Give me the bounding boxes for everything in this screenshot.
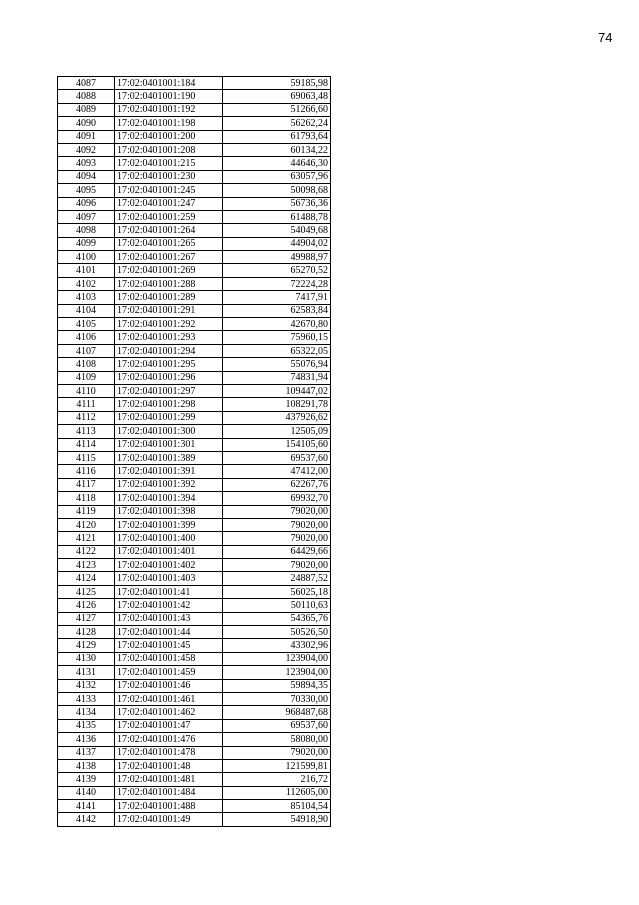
value-cell: 79020,00 (223, 532, 331, 545)
cadastral-number-cell: 17:02:0401001:301 (115, 438, 223, 451)
cadastral-number-cell: 17:02:0401001:49 (115, 813, 223, 826)
value-cell: 65322,05 (223, 344, 331, 357)
row-number-cell: 4130 (58, 652, 115, 665)
cadastral-number-cell: 17:02:0401001:259 (115, 210, 223, 223)
value-cell: 154105,60 (223, 438, 331, 451)
cadastral-number-cell: 17:02:0401001:43 (115, 612, 223, 625)
value-cell: 56025,18 (223, 585, 331, 598)
cadastral-number-cell: 17:02:0401001:245 (115, 184, 223, 197)
table-row (58, 130, 331, 143)
row-number-cell: 4099 (58, 237, 115, 250)
table-row (58, 706, 331, 719)
row-number-cell: 4110 (58, 384, 115, 397)
table-row (58, 679, 331, 692)
row-number-cell: 4129 (58, 639, 115, 652)
table-row (58, 478, 331, 491)
row-number-cell: 4140 (58, 786, 115, 799)
cadastral-number-cell: 17:02:0401001:192 (115, 103, 223, 116)
row-number-cell: 4111 (58, 398, 115, 411)
table-row (58, 813, 331, 826)
table-row (58, 143, 331, 156)
row-number-cell: 4120 (58, 518, 115, 531)
row-number-cell: 4122 (58, 545, 115, 558)
table-row (58, 264, 331, 277)
value-cell: 62583,84 (223, 304, 331, 317)
row-number-cell: 4131 (58, 666, 115, 679)
table-row (58, 505, 331, 518)
row-number-cell: 4125 (58, 585, 115, 598)
table-row (58, 773, 331, 786)
table-row (58, 371, 331, 384)
row-number-cell: 4127 (58, 612, 115, 625)
row-number-cell: 4142 (58, 813, 115, 826)
cadastral-number-cell: 17:02:0401001:401 (115, 545, 223, 558)
table-row (58, 652, 331, 665)
table-row (58, 733, 331, 746)
value-cell: 50526,50 (223, 626, 331, 639)
table-row (58, 197, 331, 210)
cadastral-number-cell: 17:02:0401001:269 (115, 264, 223, 277)
row-number-cell: 4108 (58, 358, 115, 371)
table-row (58, 465, 331, 478)
value-cell: 63057,96 (223, 170, 331, 183)
row-number-cell: 4112 (58, 411, 115, 424)
row-number-cell: 4093 (58, 157, 115, 170)
value-cell: 112605,00 (223, 786, 331, 799)
cadastral-number-cell: 17:02:0401001:461 (115, 692, 223, 705)
row-number-cell: 4141 (58, 800, 115, 813)
cadastral-number-cell: 17:02:0401001:215 (115, 157, 223, 170)
table-row (58, 666, 331, 679)
value-cell: 43302,96 (223, 639, 331, 652)
row-number-cell: 4126 (58, 599, 115, 612)
table-row (58, 358, 331, 371)
cadastral-number-cell: 17:02:0401001:458 (115, 652, 223, 665)
table-row (58, 344, 331, 357)
row-number-cell: 4133 (58, 692, 115, 705)
row-number-cell: 4114 (58, 438, 115, 451)
table-row (58, 492, 331, 505)
value-cell: 69063,48 (223, 90, 331, 103)
table-row (58, 237, 331, 250)
table-row (58, 545, 331, 558)
row-number-cell: 4089 (58, 103, 115, 116)
table-row (58, 599, 331, 612)
value-cell: 79020,00 (223, 559, 331, 572)
row-number-cell: 4137 (58, 746, 115, 759)
value-cell: 50098,68 (223, 184, 331, 197)
table-row (58, 585, 331, 598)
table-row (58, 572, 331, 585)
value-cell: 61488,78 (223, 210, 331, 223)
value-cell: 61793,64 (223, 130, 331, 143)
value-cell: 62267,76 (223, 478, 331, 491)
value-cell: 968487,68 (223, 706, 331, 719)
row-number-cell: 4097 (58, 210, 115, 223)
cadastral-number-cell: 17:02:0401001:48 (115, 759, 223, 772)
row-number-cell: 4102 (58, 277, 115, 290)
table-row (58, 518, 331, 531)
table-row (58, 157, 331, 170)
cadastral-number-cell: 17:02:0401001:484 (115, 786, 223, 799)
cadastral-number-cell: 17:02:0401001:44 (115, 626, 223, 639)
value-cell: 79020,00 (223, 518, 331, 531)
table-row (58, 639, 331, 652)
row-number-cell: 4113 (58, 425, 115, 438)
value-cell: 108291,78 (223, 398, 331, 411)
table-body (58, 77, 331, 827)
cadastral-number-cell: 17:02:0401001:45 (115, 639, 223, 652)
cadastral-number-cell: 17:02:0401001:394 (115, 492, 223, 505)
cadastral-number-cell: 17:02:0401001:403 (115, 572, 223, 585)
cadastral-number-cell: 17:02:0401001:294 (115, 344, 223, 357)
value-cell: 72224,28 (223, 277, 331, 290)
table-row (58, 451, 331, 464)
cadastral-number-cell: 17:02:0401001:198 (115, 117, 223, 130)
value-cell: 50110,63 (223, 599, 331, 612)
row-number-cell: 4105 (58, 318, 115, 331)
row-number-cell: 4104 (58, 304, 115, 317)
table-row (58, 90, 331, 103)
cadastral-number-cell: 17:02:0401001:297 (115, 384, 223, 397)
cadastral-number-cell: 17:02:0401001:47 (115, 719, 223, 732)
cadastral-number-cell: 17:02:0401001:481 (115, 773, 223, 786)
row-number-cell: 4100 (58, 251, 115, 264)
value-cell: 56736,36 (223, 197, 331, 210)
cadastral-number-cell: 17:02:0401001:247 (115, 197, 223, 210)
cadastral-number-cell: 17:02:0401001:190 (115, 90, 223, 103)
row-number-cell: 4106 (58, 331, 115, 344)
cadastral-number-cell: 17:02:0401001:299 (115, 411, 223, 424)
row-number-cell: 4134 (58, 706, 115, 719)
row-number-cell: 4091 (58, 130, 115, 143)
cadastral-number-cell: 17:02:0401001:295 (115, 358, 223, 371)
table-row (58, 277, 331, 290)
cadastral-number-cell: 17:02:0401001:264 (115, 224, 223, 237)
cadastral-number-cell: 17:02:0401001:293 (115, 331, 223, 344)
table-row (58, 559, 331, 572)
value-cell: 12505,09 (223, 425, 331, 438)
table-row (58, 532, 331, 545)
row-number-cell: 4139 (58, 773, 115, 786)
value-cell: 69537,60 (223, 719, 331, 732)
value-cell: 54918,90 (223, 813, 331, 826)
cadastral-number-cell: 17:02:0401001:184 (115, 77, 223, 90)
value-cell: 54365,76 (223, 612, 331, 625)
table-row (58, 411, 331, 424)
cadastral-number-cell: 17:02:0401001:488 (115, 800, 223, 813)
table-row (58, 759, 331, 772)
value-cell: 69537,60 (223, 451, 331, 464)
cadastral-number-cell: 17:02:0401001:392 (115, 478, 223, 491)
value-cell: 69932,70 (223, 492, 331, 505)
row-number-cell: 4101 (58, 264, 115, 277)
row-number-cell: 4094 (58, 170, 115, 183)
row-number-cell: 4135 (58, 719, 115, 732)
row-number-cell: 4103 (58, 291, 115, 304)
table-row (58, 692, 331, 705)
table-row (58, 398, 331, 411)
page-number: 74 (598, 30, 613, 45)
row-number-cell: 4088 (58, 90, 115, 103)
cadastral-number-cell: 17:02:0401001:459 (115, 666, 223, 679)
cadastral-number-cell: 17:02:0401001:291 (115, 304, 223, 317)
table-row (58, 612, 331, 625)
value-cell: 49988,97 (223, 251, 331, 264)
value-cell: 109447,02 (223, 384, 331, 397)
cadastral-number-cell: 17:02:0401001:399 (115, 518, 223, 531)
value-cell: 59185,98 (223, 77, 331, 90)
row-number-cell: 4118 (58, 492, 115, 505)
table-row (58, 786, 331, 799)
cadastral-number-cell: 17:02:0401001:391 (115, 465, 223, 478)
cadastral-number-cell: 17:02:0401001:298 (115, 398, 223, 411)
value-cell: 7417,91 (223, 291, 331, 304)
value-cell: 54049,68 (223, 224, 331, 237)
value-cell: 79020,00 (223, 505, 331, 518)
value-cell: 42670,80 (223, 318, 331, 331)
value-cell: 74831,94 (223, 371, 331, 384)
row-number-cell: 4087 (58, 77, 115, 90)
row-number-cell: 4136 (58, 733, 115, 746)
value-cell: 24887,52 (223, 572, 331, 585)
table-row (58, 117, 331, 130)
row-number-cell: 4124 (58, 572, 115, 585)
row-number-cell: 4090 (58, 117, 115, 130)
cadastral-number-cell: 17:02:0401001:402 (115, 559, 223, 572)
row-number-cell: 4117 (58, 478, 115, 491)
row-number-cell: 4095 (58, 184, 115, 197)
value-cell: 55076,94 (223, 358, 331, 371)
table-row (58, 291, 331, 304)
cadastral-number-cell: 17:02:0401001:289 (115, 291, 223, 304)
row-number-cell: 4132 (58, 679, 115, 692)
value-cell: 123904,00 (223, 652, 331, 665)
row-number-cell: 4096 (58, 197, 115, 210)
value-cell: 75960,15 (223, 331, 331, 344)
table-row (58, 210, 331, 223)
table-row (58, 800, 331, 813)
row-number-cell: 4138 (58, 759, 115, 772)
table-row (58, 384, 331, 397)
table-row (58, 331, 331, 344)
value-cell: 123904,00 (223, 666, 331, 679)
table-row (58, 103, 331, 116)
cadastral-number-cell: 17:02:0401001:296 (115, 371, 223, 384)
value-cell: 59894,35 (223, 679, 331, 692)
table-row (58, 719, 331, 732)
table-row (58, 77, 331, 90)
table-row (58, 318, 331, 331)
value-cell: 56262,24 (223, 117, 331, 130)
cadastral-number-cell: 17:02:0401001:265 (115, 237, 223, 250)
table-row (58, 425, 331, 438)
table-row (58, 626, 331, 639)
table-row (58, 438, 331, 451)
value-cell: 216,72 (223, 773, 331, 786)
value-cell: 44904,02 (223, 237, 331, 250)
value-cell: 79020,00 (223, 746, 331, 759)
cadastral-number-cell: 17:02:0401001:41 (115, 585, 223, 598)
value-cell: 60134,22 (223, 143, 331, 156)
value-cell: 44646,30 (223, 157, 331, 170)
row-number-cell: 4121 (58, 532, 115, 545)
value-cell: 70330,00 (223, 692, 331, 705)
table-row (58, 746, 331, 759)
table-row (58, 184, 331, 197)
row-number-cell: 4116 (58, 465, 115, 478)
cadastral-number-cell: 17:02:0401001:230 (115, 170, 223, 183)
cadastral-number-cell: 17:02:0401001:389 (115, 451, 223, 464)
table-row (58, 224, 331, 237)
cadastral-number-cell: 17:02:0401001:200 (115, 130, 223, 143)
row-number-cell: 4098 (58, 224, 115, 237)
cadastral-number-cell: 17:02:0401001:300 (115, 425, 223, 438)
cadastral-number-cell: 17:02:0401001:267 (115, 251, 223, 264)
cadastral-number-cell: 17:02:0401001:288 (115, 277, 223, 290)
row-number-cell: 4115 (58, 451, 115, 464)
row-number-cell: 4092 (58, 143, 115, 156)
cadastral-number-cell: 17:02:0401001:478 (115, 746, 223, 759)
cadastral-number-cell: 17:02:0401001:292 (115, 318, 223, 331)
table-row (58, 304, 331, 317)
value-cell: 65270,52 (223, 264, 331, 277)
value-cell: 58080,00 (223, 733, 331, 746)
table-row (58, 170, 331, 183)
value-cell: 437926,62 (223, 411, 331, 424)
cadastral-number-cell: 17:02:0401001:398 (115, 505, 223, 518)
cadastral-number-cell: 17:02:0401001:208 (115, 143, 223, 156)
cadastral-number-cell: 17:02:0401001:476 (115, 733, 223, 746)
cadastral-number-cell: 17:02:0401001:400 (115, 532, 223, 545)
row-number-cell: 4107 (58, 344, 115, 357)
cadastral-value-table (57, 76, 331, 827)
cadastral-number-cell: 17:02:0401001:42 (115, 599, 223, 612)
cadastral-number-cell: 17:02:0401001:462 (115, 706, 223, 719)
row-number-cell: 4119 (58, 505, 115, 518)
row-number-cell: 4128 (58, 626, 115, 639)
value-cell: 85104,54 (223, 800, 331, 813)
value-cell: 121599,81 (223, 759, 331, 772)
row-number-cell: 4109 (58, 371, 115, 384)
table-row (58, 251, 331, 264)
value-cell: 51266,60 (223, 103, 331, 116)
row-number-cell: 4123 (58, 559, 115, 572)
cadastral-number-cell: 17:02:0401001:46 (115, 679, 223, 692)
value-cell: 47412,00 (223, 465, 331, 478)
value-cell: 64429,66 (223, 545, 331, 558)
